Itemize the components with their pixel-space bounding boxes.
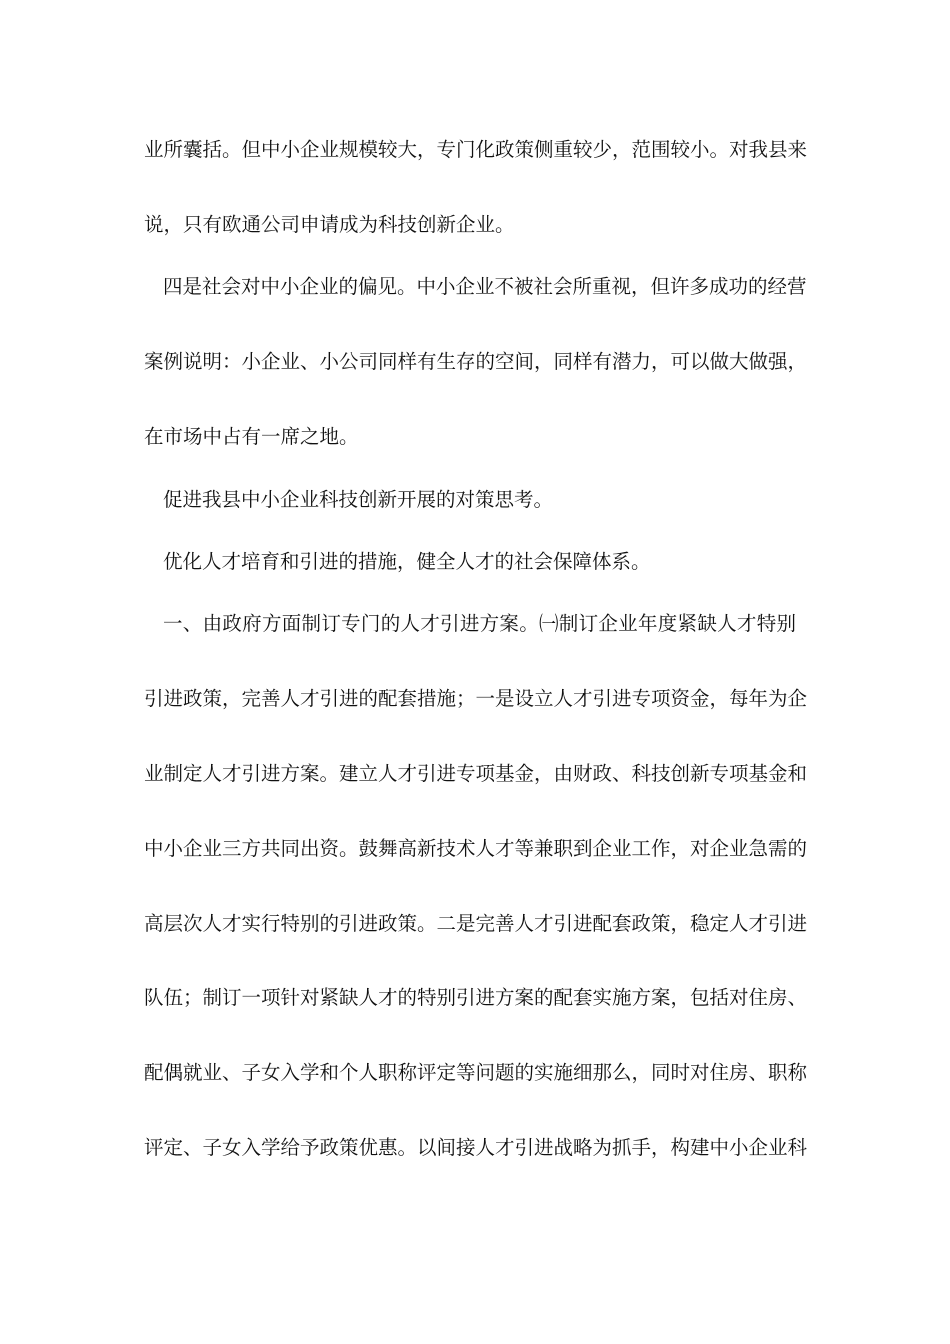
paragraph-line-12: 高层次人才实行特别的引进政策。二是完善人才引进配套政策，稳定人才引进 [144,912,808,935]
subheading-line: 优化人才培育和引进的措施，健全人才的社会保障体系。 [163,550,651,573]
paragraph-line-1: 业所囊括。但中小企业规模较大，专门化政策侧重较少，范围较小。对我县来 [144,138,808,161]
paragraph-line-15: 评定、子女入学给予政策优惠。以间接人才引进战略为抓手，构建中小企业科 [144,1136,808,1159]
paragraph-line-8: 一、由政府方面制订专门的人才引进方案。㈠制订企业年度紧缺人才特别 [163,612,796,635]
paragraph-line-13: 队伍；制订一项针对紧缺人才的特别引进方案的配套实施方案，包括对住房、 [144,986,808,1009]
paragraph-line-10: 业制定人才引进方案。建立人才引进专项基金，由财政、科技创新专项基金和 [144,762,808,785]
heading-line: 促进我县中小企业科技创新开展的对策思考。 [163,488,554,511]
paragraph-line-9: 引进政策，完善人才引进的配套措施；一是设立人才引进专项资金，每年为企 [144,687,808,710]
paragraph-line-11: 中小企业三方共同出资。鼓舞高新技术人才等兼职到企业工作，对企业急需的 [144,837,808,860]
paragraph-line-2: 说，只有欧通公司申请成为科技创新企业。 [144,213,515,236]
paragraph-line-14: 配偶就业、子女入学和个人职称评定等问题的实施细那么，同时对住房、职称 [144,1061,808,1084]
paragraph-line-3: 四是社会对中小企业的偏见。中小企业不被社会所重视，但许多成功的经营 [163,275,807,298]
paragraph-line-4: 案例说明：小企业、小公司同样有生存的空间，同样有潜力，可以做大做强， [144,350,808,373]
paragraph-line-5: 在市场中占有一席之地。 [144,425,359,448]
